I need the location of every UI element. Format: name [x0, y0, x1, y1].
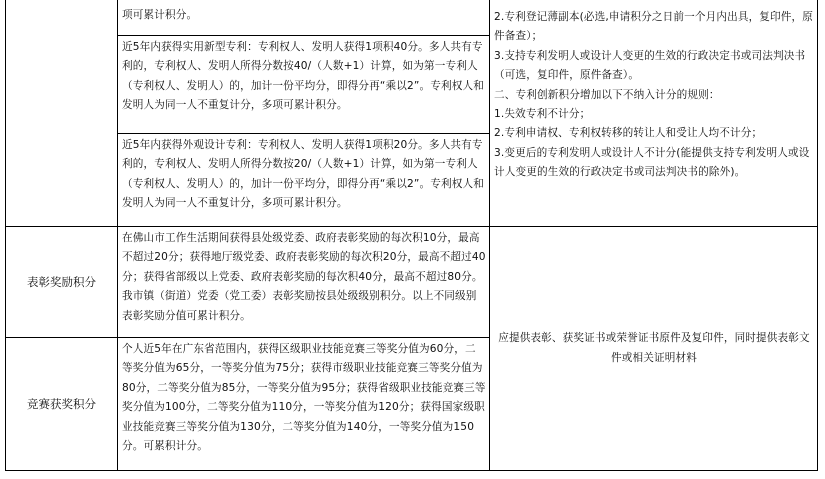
divider-row-b [117, 133, 490, 134]
competition-label: 竞赛获奖积分 [27, 397, 96, 411]
patent-top-fragment: 项可累计积分。 [122, 9, 198, 21]
divider-col2 [489, 0, 490, 471]
divider-col1 [117, 0, 118, 471]
commendation-materials [494, 227, 814, 470]
material-item: 2.专利登记薄副本(必选,申请积分之日前一个月内出具，复印件，原件备查）； [494, 11, 814, 43]
patent-materials [494, 8, 814, 224]
design-patent-rule: 近5年内获得外观设计专利：专利权人、发明人获得1项积20分。多人共有专利的，专利权人、发明人所得分数按20/（人数+1）计算，如为第一专利人（专利权人、发明人）的，加计一份平均分，即得分再“乘以2”。专利权人和发明人为同一人不重复计分，多项可累计积分。 [122, 139, 484, 210]
material-item: 1.失效专利不计分； [494, 108, 591, 121]
divider-row-a [117, 35, 490, 36]
border-right [817, 0, 818, 471]
utility-model-patent-rule: 近5年内获得实用新型专利：专利权人、发明人获得1项积40分。多人共有专利的，专利权人、发明人所得分数按40/（人数+1）计算，如为第一专利人（专利权人、发明人）的，加计一份平均分，即得分再“乘以2”。专利权人和发明人为同一人不重复计分，多项可累计积分。 [122, 41, 484, 112]
commendation-rule: 在佛山市工作生活期间获得县处级党委、政府表彰奖励的每次积10分，最高不超过20分；获得地厅级党委、政府表彰奖励的每次积20分，最高不超过40分；获得省部级以上党委、政府表彰奖励的每次积40分，最高不超过80分。我市镇（街道）党委（党工委）表彰奖励按县处级级别积分。以上不同级别表彰奖励分值可累计积分。 [122, 232, 486, 322]
material-item: 3.变更后的专利发明人或设计人不计分(能提供支持专利发明人或设计人变更的生效的行政决定书或司法判决书的除外)。 [494, 146, 810, 179]
competition-rule: 个人近5年在广东省范围内，获得区级职业技能竞赛三等奖分值为60分，二等奖分值为65分，一等奖分值为75分；获得市级职业技能竞赛三等奖分值为80分，二等奖分值为85分，一等奖分值为95分；获得省级职业技能竞赛三等奖分值为100分，二等奖分值为110分，一等奖分值为120分；获得国家级职业技能竞赛三等奖分值为130分，二等奖分值为140分，一等奖分值为150分。可累积计分。 [122, 343, 486, 453]
commendation-label: 表彰奖励积分 [27, 275, 96, 289]
materials-text: 应提供表彰、获奖证书或荣誉证书原件及复印件，同时提供表彰文件或相关证明材料 [498, 332, 810, 364]
material-item: 二、专利创新积分增加以下不纳入计分的规则： [494, 88, 720, 101]
border-bottom [5, 470, 818, 471]
material-item: 3.支持专利发明人或设计人变更的生效的行政决定书或司法判决书（可选，复印件，原件备查）。 [494, 49, 806, 82]
material-item: 2.专利申请权、专利权转移的转让人和受让人均不计分； [494, 127, 763, 140]
